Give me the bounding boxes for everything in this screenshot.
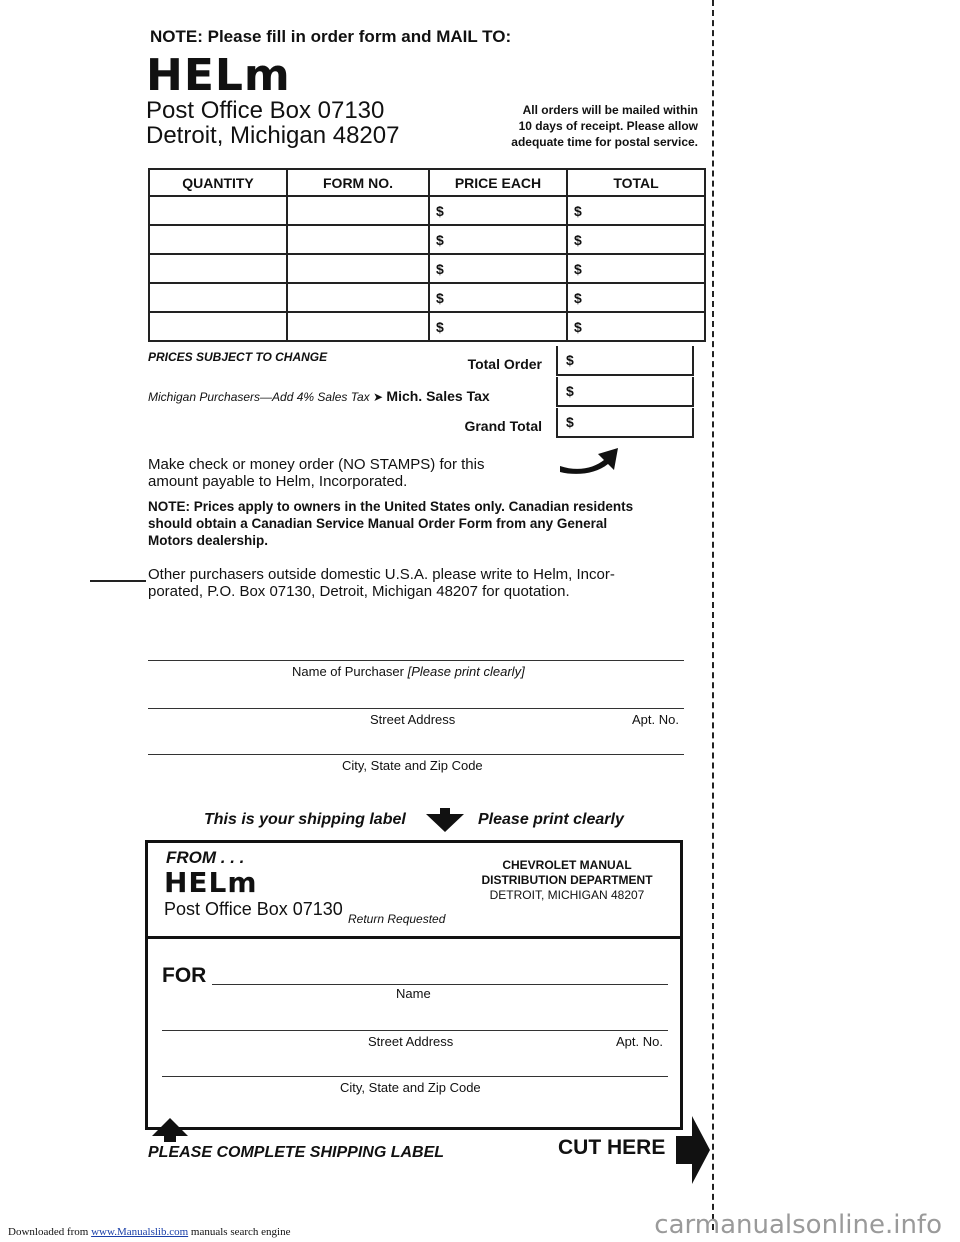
column-price-each: PRICE EACH bbox=[429, 169, 567, 196]
for-label: FOR bbox=[162, 964, 207, 987]
street-line[interactable] bbox=[148, 708, 684, 709]
print-clearly-hint: [Please print clearly] bbox=[407, 664, 525, 679]
table-row bbox=[149, 254, 705, 283]
cut-here-arrow-icon bbox=[670, 1114, 710, 1186]
price-each-cell[interactable]: $ bbox=[429, 196, 567, 225]
canada-note-line: Motors dealership. bbox=[148, 533, 269, 548]
price-each-cell[interactable]: $ bbox=[429, 225, 567, 254]
total-cell[interactable]: $ bbox=[567, 196, 705, 225]
table-row bbox=[149, 312, 705, 341]
footer-suffix: manuals search engine bbox=[188, 1226, 291, 1238]
form-no-cell[interactable] bbox=[287, 225, 429, 254]
form-no-cell[interactable] bbox=[287, 312, 429, 341]
canada-note-line: NOTE: Prices apply to owners in the United States only. Canadian residents bbox=[148, 499, 634, 514]
ship-street-label: Street Address bbox=[368, 1034, 454, 1049]
arrow-right-icon: ➤ bbox=[373, 390, 384, 404]
footer-prefix: Downloaded from bbox=[8, 1226, 92, 1238]
column-form-no: FORM NO. bbox=[287, 169, 429, 196]
pointer-line bbox=[90, 580, 146, 582]
mail-to-note: NOTE: Please fill in order form and MAIL TO: bbox=[150, 27, 512, 46]
manualslib-link[interactable]: www.Manualslib.com bbox=[91, 1226, 189, 1238]
address-line-2: Detroit, Michigan 48207 bbox=[146, 122, 400, 149]
total-cell[interactable]: $ bbox=[567, 254, 705, 283]
column-total: TOTAL bbox=[567, 169, 705, 196]
name-line[interactable] bbox=[148, 660, 684, 661]
total-cell[interactable]: $ bbox=[567, 225, 705, 254]
mailing-address bbox=[146, 98, 399, 148]
form-no-cell[interactable] bbox=[287, 283, 429, 312]
other-purchasers-note bbox=[148, 566, 615, 600]
quantity-cell[interactable] bbox=[149, 254, 287, 283]
total-order-field[interactable]: $ bbox=[556, 346, 694, 376]
complete-label-note: PLEASE COMPLETE SHIPPING LABEL bbox=[148, 1144, 445, 1161]
up-arrow-icon bbox=[150, 1118, 190, 1142]
price-each-cell[interactable]: $ bbox=[429, 254, 567, 283]
apt-no-label: Apt. No. bbox=[632, 712, 679, 727]
total-cell[interactable]: $ bbox=[567, 312, 705, 341]
city-state-zip-label: City, State and Zip Code bbox=[342, 758, 483, 773]
ship-name-line[interactable] bbox=[212, 984, 668, 985]
order-table bbox=[148, 168, 706, 342]
shipping-label-divider bbox=[145, 936, 683, 939]
sales-tax-field[interactable]: $ bbox=[556, 377, 694, 407]
canada-note bbox=[148, 498, 633, 549]
mailing-note-line: 10 days of receipt. Please allow bbox=[518, 119, 698, 133]
ship-apt-label: Apt. No. bbox=[616, 1034, 663, 1049]
destination-address bbox=[462, 858, 672, 903]
order-table-header bbox=[149, 169, 705, 196]
name-of-purchaser-label bbox=[292, 664, 525, 679]
price-each-cell[interactable]: $ bbox=[429, 283, 567, 312]
return-requested: Return Requested bbox=[348, 912, 446, 926]
curved-arrow-icon bbox=[558, 446, 620, 480]
mailing-note-line: adequate time for postal service. bbox=[511, 135, 698, 149]
column-quantity: QUANTITY bbox=[149, 169, 287, 196]
cut-here-label: CUT HERE bbox=[558, 1136, 666, 1159]
from-label: FROM . . . bbox=[166, 848, 245, 867]
ship-name-label: Name bbox=[396, 986, 431, 1001]
city-line[interactable] bbox=[148, 754, 684, 755]
tax-note-text: Michigan Purchasers—Add 4% Sales Tax bbox=[148, 390, 370, 404]
prices-subject-note: PRICES SUBJECT TO CHANGE bbox=[148, 350, 328, 364]
tax-note bbox=[148, 388, 490, 404]
table-row bbox=[149, 196, 705, 225]
form-no-cell[interactable] bbox=[287, 196, 429, 225]
payment-instructions bbox=[148, 456, 484, 490]
download-footer bbox=[8, 1226, 290, 1238]
cut-line bbox=[712, 0, 714, 1230]
form-no-cell[interactable] bbox=[287, 254, 429, 283]
ship-street-line[interactable] bbox=[162, 1030, 668, 1031]
table-row bbox=[149, 225, 705, 254]
other-note-line: porated, P.O. Box 07130, Detroit, Michigan 48207 for quotation. bbox=[148, 583, 570, 600]
destination-line: CHEVROLET MANUAL bbox=[502, 858, 632, 872]
total-order-label: Total Order bbox=[467, 356, 542, 372]
mailing-note-line: All orders will be mailed within bbox=[522, 103, 698, 117]
quantity-cell[interactable] bbox=[149, 196, 287, 225]
quantity-cell[interactable] bbox=[149, 312, 287, 341]
helm-logo: HELm bbox=[146, 50, 291, 101]
name-label-text: Name of Purchaser bbox=[292, 664, 404, 679]
down-arrow-icon bbox=[422, 808, 468, 832]
table-row bbox=[149, 283, 705, 312]
street-address-label: Street Address bbox=[370, 712, 456, 727]
address-line-1: Post Office Box 07130 bbox=[146, 97, 385, 124]
shipping-label-heading: This is your shipping label bbox=[204, 811, 406, 828]
payment-line: amount payable to Helm, Incorporated. bbox=[148, 473, 408, 490]
other-note-line: Other purchasers outside domestic U.S.A. please write to Helm, Incor- bbox=[148, 566, 615, 583]
ship-city-label: City, State and Zip Code bbox=[340, 1080, 481, 1095]
grand-total-label: Grand Total bbox=[464, 418, 542, 434]
grand-total-field[interactable]: $ bbox=[556, 408, 694, 438]
from-address: Post Office Box 07130 bbox=[164, 899, 343, 919]
mich-sales-tax-label: Mich. Sales Tax bbox=[386, 388, 490, 404]
print-clearly-heading: Please print clearly bbox=[478, 811, 624, 828]
helm-logo-label: HELm bbox=[164, 866, 258, 899]
destination-line: DISTRIBUTION DEPARTMENT bbox=[481, 873, 653, 887]
destination-line: DETROIT, MICHIGAN 48207 bbox=[489, 888, 645, 902]
quantity-cell[interactable] bbox=[149, 225, 287, 254]
canada-note-line: should obtain a Canadian Service Manual Order Form from any General bbox=[148, 516, 608, 531]
payment-line: Make check or money order (NO STAMPS) for this bbox=[148, 456, 485, 473]
total-cell[interactable]: $ bbox=[567, 283, 705, 312]
watermark: carmanualsonline.info bbox=[654, 1210, 942, 1240]
ship-city-line[interactable] bbox=[162, 1076, 668, 1077]
quantity-cell[interactable] bbox=[149, 283, 287, 312]
price-each-cell[interactable]: $ bbox=[429, 312, 567, 341]
mailing-time-note bbox=[478, 102, 698, 150]
